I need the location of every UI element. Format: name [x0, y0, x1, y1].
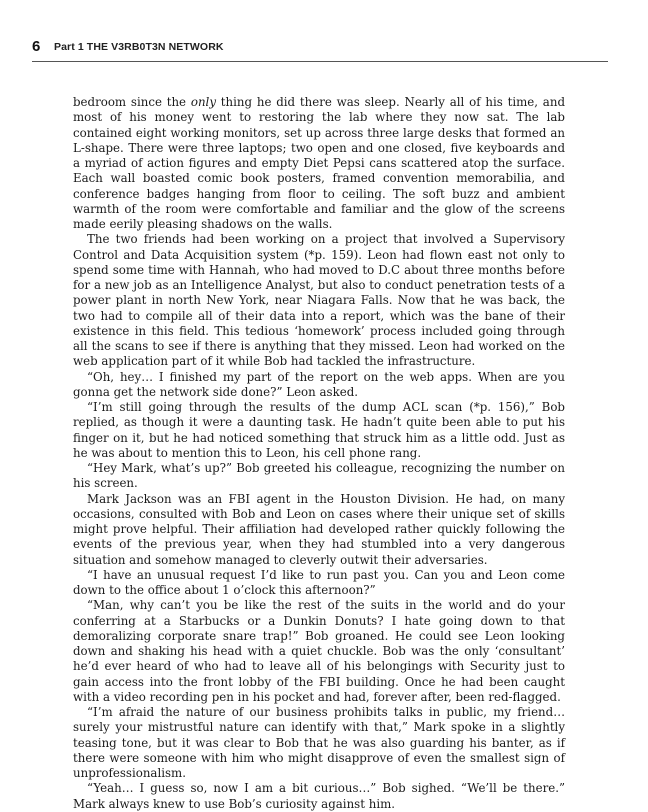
- emphasis: only: [190, 95, 216, 109]
- paragraph: “Hey Mark, what’s up?” Bob greeted his colleague, recognizing the number on his screen.: [73, 461, 565, 491]
- page-number: 6: [32, 38, 41, 55]
- body-text: [73, 95, 565, 812]
- paragraph: “Man, why can’t you be like the rest of the suits in the world and do your conferring at a Starbucks or a Dunkin Donuts? I hate going down to that demoralizing corporate snare trap!” Bob groaned. He could see Leon looking down and shaking his head with a quiet chuckle. Bob was the only ‘consultant’ he’d ever heard of who had to leave all of his belongings with Security just to gain access into the front lobby of the FBI building. Once he had been caught with a video recording pen in his pocket and had, forever after, been red-flagged.: [73, 598, 565, 704]
- page-header: [32, 38, 608, 60]
- paragraph: Mark Jackson was an FBI agent in the Houston Division. He had, on many occasions, consulted with Bob and Leon on cases where their unique set of skills might prove helpful. Their affiliation had developed rather quickly following the events of the previous year, when they had stumbled into a very dangerous situation and somehow managed to cleverly outwit their adversaries.: [73, 491, 565, 567]
- header-rule: [32, 61, 608, 62]
- paragraph: “I’m still going through the results of the dump ACL scan (*p. 156),” Bob replied, as though it were a daunting task. He hadn’t quite been able to put his finger on it, but he had noticed something that struck him as a little odd. Just as he was about to mention this to Leon, his cell phone rang.: [73, 400, 565, 460]
- paragraph: The two friends had been working on a project that involved a Supervisory Control and Data Acquisition system (*p. 159). Leon had flown east not only to spend some time with Hannah, who had moved to D.C about three months before for a new job as an Intelligence Analyst, but also to conduct penetration tests of a power plant in north New York, near Niagara Falls. Now that he was back, the two had to compile all of their data into a report, which was the bane of their existence in this field. This tedious ‘homework’ process included going through all the scans to see if there is anything that they missed. Leon had worked on the web application part of it while Bob had tackled the infrastructure.: [73, 232, 565, 369]
- running-head: Part 1 THE V3RB0T3N NETWORK: [54, 41, 224, 53]
- paragraph: “Yeah… I guess so, now I am a bit curious…” Bob sighed. “We’ll be there.” Mark always knew to use Bob’s curiosity against him.: [73, 781, 565, 811]
- paragraph: bedroom since the only thing he did there was sleep. Nearly all of his time, and most of his money went to restoring the lab where they now sat. The lab contained eight working monitors, set up across three large desks that formed an L-shape. There were three laptops; two open and one closed, five keyboards and a myriad of action figures and empty Diet Pepsi cans scattered atop the surface. Each wall boasted comic book posters, framed convention memorabilia, and conference badges hanging from floor to ceiling. The soft buzz and ambient warmth of the room were comfortable and familiar and the glow of the screens made eerily pleasing shadows on the walls.: [73, 95, 565, 231]
- paragraph: “Oh, hey… I finished my part of the report on the web apps. When are you gonna get the network side done?” Leon asked.: [73, 369, 565, 399]
- paragraph: “I have an unusual request I’d like to run past you. Can you and Leon come down to the office about 1 o’clock this afternoon?”: [73, 567, 565, 597]
- paragraph: “I’m afraid the nature of our business prohibits talks in public, my friend… surely your mistrustful nature can identify with that,” Mark spoke in a slightly teasing tone, but it was clear to Bob that he was also guarding his banter, as if there were someone with him who might disapprove of even the smallest sign of unprofessionalism.: [73, 705, 565, 780]
